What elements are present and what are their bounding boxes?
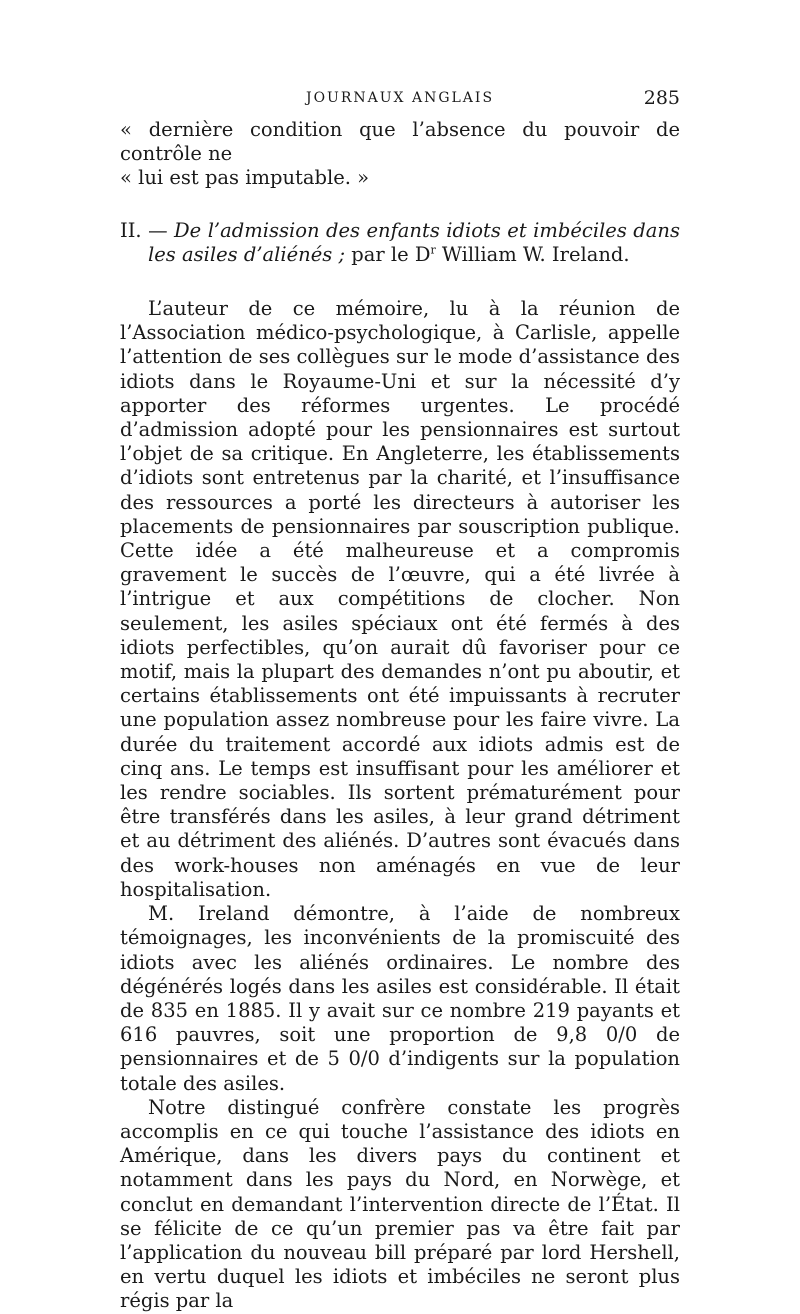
section-title: De l’admission des enfants idiots et imbéciles dans les asiles d’aliénés ; bbox=[148, 218, 680, 266]
body-paragraph: Notre distingué confrère constate les progrès accomplis en ce qui touche l’assistance des idiots en Amérique, dans les divers pays du continent et notamment dans les pays du Nord, en Norwège, et conclut en demandant l’intervention directe de l’État. Il se félicite de ce qu’un premier pas va être fait par l’application du nouveau bill préparé par lord Hershell, en vertu duquel les idiots et imbéciles ne seront plus régis par la bbox=[120, 1095, 680, 1313]
body-paragraph: M. Ireland démontre, à l’aide de nombreux témoignages, les inconvénients de la promiscuité des idiots avec les aliénés ordinaires. Le nombre des dégénérés logés dans les asiles est considérable. Il était de 835 en 1885. Il y avait sur ce nombre 219 payants et 616 pauvres, soit une proportion de 9,8 0/0 de pensionnaires et de 5 0/0 d’indigents sur la population totale des asiles. bbox=[120, 902, 680, 1095]
quote-line: « dernière condition que l’absence du pouvoir de contrôle ne bbox=[120, 118, 680, 166]
author-title-superscript: r bbox=[430, 243, 436, 257]
quote-line: « lui est pas imputable. » bbox=[120, 166, 370, 190]
author-prefix: par le D bbox=[345, 242, 431, 266]
section-number: II. — bbox=[120, 218, 175, 242]
page-number: 285 bbox=[643, 87, 680, 109]
text-block bbox=[120, 118, 680, 1314]
running-title: JOURNAUX ANGLAIS bbox=[305, 90, 495, 106]
quote-block bbox=[120, 118, 680, 191]
running-head bbox=[120, 87, 680, 114]
section-heading bbox=[120, 219, 680, 267]
author-name: William W. Ireland. bbox=[435, 242, 630, 266]
body-paragraph: L’auteur de ce mémoire, lu à la réunion de l’Association médico-psychologique, à Carlisle, appelle l’attention de ses collègues sur le mode d’assistance des idiots dans le Royaume-Uni et sur la nécessité d’y apporter des réformes urgentes. Le procédé d’admission adopté pour les pensionnaires est surtout l’objet de sa critique. En Angleterre, les établissements d’idiots sont entretenus par la charité, et l’insuffisance des ressources a porté les directeurs à autoriser les placements de pensionnaires par souscription publique. Cette idée a été malheureuse et a compromis gravement le succès de l’œuvre, qui a été livrée à l’intrigue et aux compétitions de clocher. Non seulement, les asiles spéciaux ont été fermés à des idiots perfectibles, qu’on aurait dû favoriser pour ce motif, mais la plupart des demandes n’ont pu aboutir, et certains établissements ont été impuissants à recruter une population assez nombreuse pour les faire vivre. La durée du traitement accordé aux idiots admis est de cinq ans. Le temps est insuffisant pour les améliorer et les rendre sociables. Ils sortent prématurément pour être transférés dans les asiles, à leur grand détriment et au détriment des aliénés. D’autres sont évacués dans des work-houses non aménagés en vue de leur hospitalisation. bbox=[120, 297, 680, 901]
